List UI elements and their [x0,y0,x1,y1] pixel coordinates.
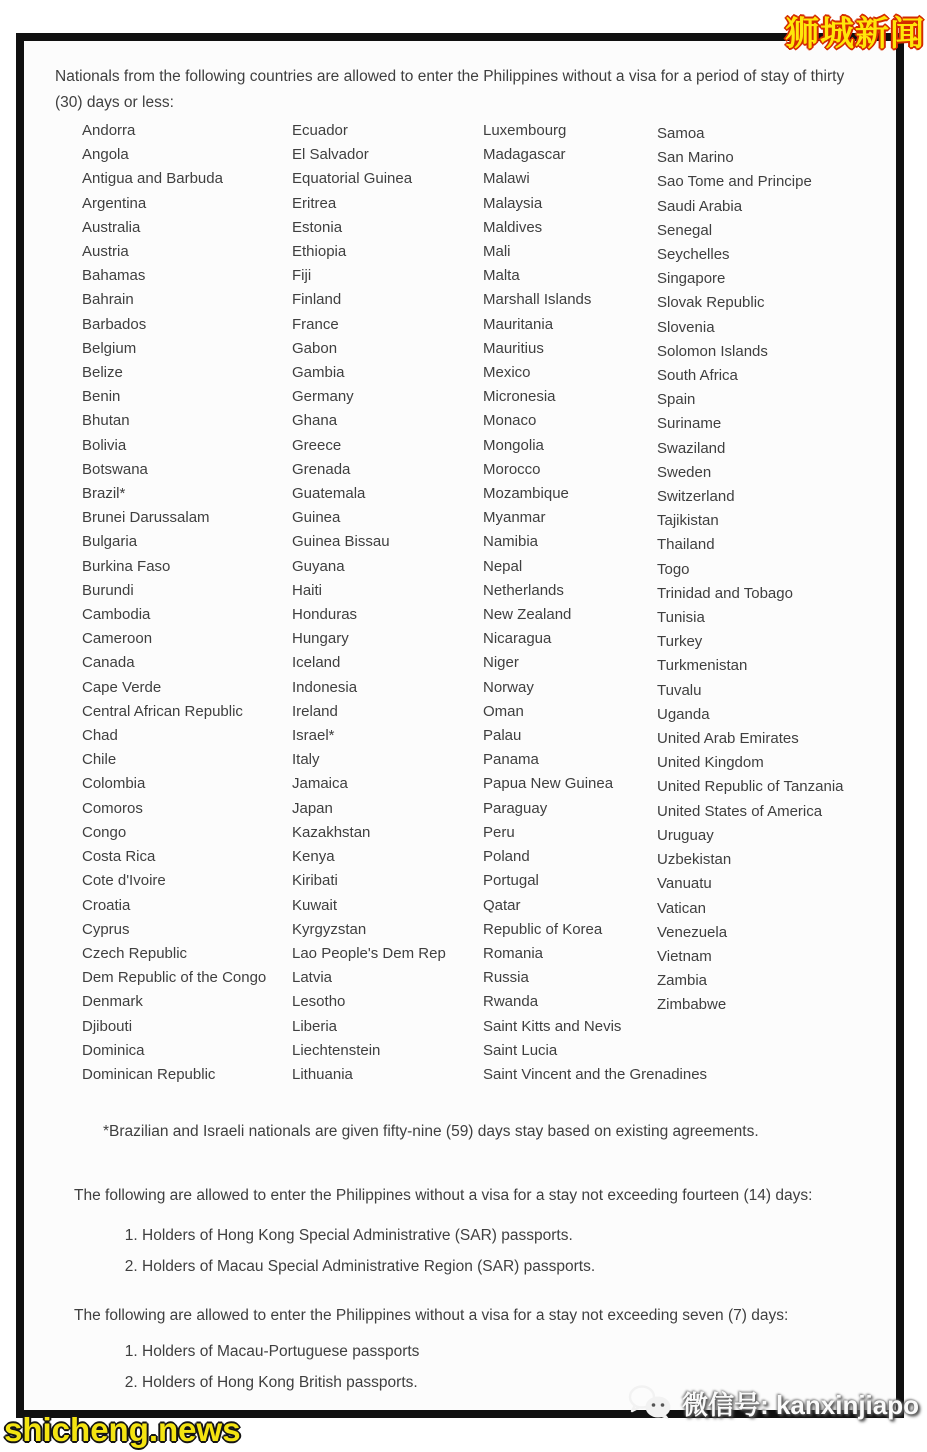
country-item: Palau [483,727,522,745]
country-item: United States of America [657,802,823,820]
document-frame [16,33,904,1418]
country-item: Mauritius [483,339,544,357]
country-item: Qatar [483,896,521,914]
country-item: Austria [82,243,129,261]
country-item: Poland [483,848,530,866]
country-item: Guyana [292,557,345,575]
country-item: Ghana [292,412,338,430]
country-item: Malawi [483,170,530,188]
country-item: Cambodia [82,606,151,624]
country-item: Micronesia [483,388,556,406]
country-item: Portugal [483,872,539,890]
country-item: Cyprus [82,920,130,938]
country-item: Venezuela [657,923,728,941]
country-item: Costa Rica [82,848,156,866]
country-item: Seychelles [657,246,730,264]
country-item: Benin [82,388,121,406]
country-item: Chad [82,727,118,745]
country-item: Maldives [483,218,543,236]
country-item: Kyrgyzstan [292,920,367,938]
passport-item: 1. Holders of Macau-Portuguese passports [142,1339,896,1364]
country-item: Bahrain [82,291,134,309]
country-item: Israel* [292,727,335,745]
country-item: Namibia [483,533,539,551]
country-item: Mauritania [483,315,554,333]
country-item: Hungary [292,630,349,648]
country-item: Panama [483,751,539,769]
country-item: Czech Republic [82,944,188,962]
country-item: Chile [82,751,117,769]
country-item: Sweden [657,463,712,481]
country-item: Luxembourg [483,122,567,139]
country-item: Mozambique [483,485,569,503]
country-item: Saint Lucia [483,1041,558,1059]
country-item: Kuwait [292,896,338,914]
country-item: Honduras [292,606,358,624]
country-item: Australia [82,218,141,236]
country-item: Turkmenistan [657,657,748,675]
country-item: Saint Vincent and the Grenadines [483,1065,708,1083]
country-item: Myanmar [483,509,546,527]
country-item: Mongolia [483,436,544,454]
country-item: Singapore [657,270,726,288]
country-item: Andorra [82,122,136,139]
country-item: Bhutan [82,412,130,430]
country-item: Ireland [292,702,338,720]
country-item: Senegal [657,221,713,239]
country-item: Russia [483,969,529,987]
country-item: Dominican Republic [82,1065,216,1083]
country-item: Norway [483,678,534,696]
country-item: Angola [82,146,129,164]
country-item: Dominica [82,1041,145,1059]
country-item: Vanuatu [657,875,712,893]
country-item: Nepal [483,557,523,575]
country-item: Haiti [292,581,323,599]
watermark-shicheng-news: shicheng.news [4,1411,241,1448]
country-item: Cote d'Ivoire [82,872,166,890]
country-item: Saudi Arabia [657,197,743,215]
country-item: Congo [82,823,127,841]
country-item: Vatican [657,899,706,917]
passport-item: 2. Holders of Macau Special Administrative Region (SAR) passports. [142,1254,896,1279]
country-item: Brunei Darussalam [82,509,210,527]
country-item: Turkey [657,633,703,651]
country-item: Marshall Islands [483,291,592,309]
country-column-1 [82,119,292,1087]
country-column-2 [292,119,483,1087]
country-item: South Africa [657,367,738,385]
country-item: El Salvador [292,146,369,164]
passport-item: 1. Holders of Hong Kong Special Administrative (SAR) passports. [142,1223,896,1248]
country-item: Mali [483,243,511,261]
country-item: Uganda [657,705,710,723]
country-item: Barbados [82,315,147,333]
country-item: Rwanda [483,993,539,1011]
country-item: Belgium [82,339,137,357]
country-item: Canada [82,654,135,672]
country-item: Morocco [483,460,541,478]
country-item: Brazil* [82,485,126,503]
country-item: Italy [292,751,320,769]
country-item: Bolivia [82,436,127,454]
country-item: Tunisia [657,609,705,627]
country-item: Zimbabwe [657,996,727,1014]
country-item: Niger [483,654,519,672]
country-item: Tuvalu [657,681,702,699]
country-item: Kenya [292,848,335,866]
country-item: Spain [657,391,696,409]
country-item: Zambia [657,972,708,990]
section-heading: The following are allowed to enter the Philippines without a visa for a stay not exceeding fourteen (14) days: [74,1187,813,1205]
country-item: Guatemala [292,485,366,503]
country-item: Estonia [292,218,343,236]
country-item: Finland [292,291,342,309]
country-item: Switzerland [657,488,735,506]
country-item: Iceland [292,654,341,672]
country-item: United Republic of Tanzania [657,778,844,796]
country-item: Colombia [82,775,146,793]
country-item: Malaysia [483,194,543,212]
country-item: Madagascar [483,146,566,164]
country-item: Eritrea [292,194,337,212]
country-item: Cameroon [82,630,153,648]
section-fourteen-days [74,1187,896,1279]
country-item: Equatorial Guinea [292,170,413,188]
country-item: Lithuania [292,1065,353,1083]
country-item: Indonesia [292,678,358,696]
country-item: San Marino [657,149,734,167]
country-item: Vietnam [657,947,712,965]
country-item: Cape Verde [82,678,162,696]
country-item: Comoros [82,799,143,817]
country-item: Lesotho [292,993,346,1011]
country-item: Jamaica [292,775,348,793]
country-item: Swaziland [657,439,726,457]
country-item: Slovak Republic [657,294,765,312]
country-item: Malta [483,267,520,285]
section-seven-days [74,1307,896,1395]
country-item: Trinidad and Tobago [657,584,793,602]
country-item: Kazakhstan [292,823,371,841]
country-item: Dem Republic of the Congo [82,969,267,987]
country-item: Croatia [82,896,131,914]
footnote-brazil-israel: *Brazilian and Israeli nationals are given fifty-nine (59) days stay based on existing agreements. [103,1123,759,1141]
country-item: Djibouti [82,1017,133,1035]
country-item: Solomon Islands [657,342,768,360]
country-item: Togo [657,560,690,578]
country-item: Germany [292,388,354,406]
country-item: Lao People's Dem Rep [292,944,446,962]
country-item: Slovenia [657,318,715,336]
country-item: Sao Tome and Principe [657,173,812,191]
country-item: Antigua and Barbuda [82,170,223,188]
country-item: Republic of Korea [483,920,603,938]
country-item: Mexico [483,364,531,382]
country-item: Suriname [657,415,722,433]
intro-paragraph: Nationals from the following countries are allowed to enter the Philippines without a visa for a period of stay of thirty (30) days or less: [55,68,845,111]
country-item: France [292,315,339,333]
country-item: Grenada [292,460,351,478]
country-item: Bulgaria [82,533,138,551]
country-item: Thailand [657,536,715,554]
country-item: Fiji [292,267,312,285]
country-item: Netherlands [483,581,564,599]
country-item: Ecuador [292,122,348,139]
country-item: Tajikistan [657,512,719,530]
country-item: Greece [292,436,342,454]
country-item: Ethiopia [292,243,347,261]
country-item: Monaco [483,412,537,430]
country-item: Central African Republic [82,702,243,720]
country-item: Guinea Bissau [292,533,390,551]
section-heading: The following are allowed to enter the Philippines without a visa for a stay not exceeding seven (7) days: [74,1307,789,1325]
country-item: Oman [483,702,524,720]
country-item: Bahamas [82,267,146,285]
passport-item: 2. Holders of Hong Kong British passports. [142,1370,896,1395]
country-item: Samoa [657,125,705,142]
country-item: Uruguay [657,826,714,844]
country-item: Saint Kitts and Nevis [483,1017,622,1035]
country-column-4 [657,119,844,1087]
country-item: Paraguay [483,799,548,817]
country-item: United Arab Emirates [657,730,799,748]
wechat-id-label: 微信号: kanxinjiapo [682,1389,919,1420]
country-item: Belize [82,364,123,382]
country-item: Romania [483,944,544,962]
passport-list-14 [74,1223,896,1279]
country-item: Burkina Faso [82,557,171,575]
wechat-icon [628,1384,674,1422]
country-item: Botswana [82,460,148,478]
country-item: Latvia [292,969,333,987]
country-item: Guinea [292,509,341,527]
country-item: Japan [292,799,333,817]
country-item: Kiribati [292,872,338,890]
country-item: Liechtenstein [292,1041,381,1059]
country-item: Argentina [82,194,147,212]
country-item: Burundi [82,581,134,599]
country-item: Gambia [292,364,345,382]
country-item: New Zealand [483,606,572,624]
country-item: United Kingdom [657,754,764,772]
country-list [24,119,896,1087]
country-item: Liberia [292,1017,338,1035]
country-item: Nicaragua [483,630,552,648]
watermark-wechat [628,1384,919,1422]
country-item: Uzbekistan [657,851,732,869]
watermark-shicheng-chinese: 狮城新闻 [785,15,925,53]
country-item: Gabon [292,339,338,357]
country-item: Peru [483,823,515,841]
country-item: Denmark [82,993,143,1011]
country-item: Papua New Guinea [483,775,614,793]
